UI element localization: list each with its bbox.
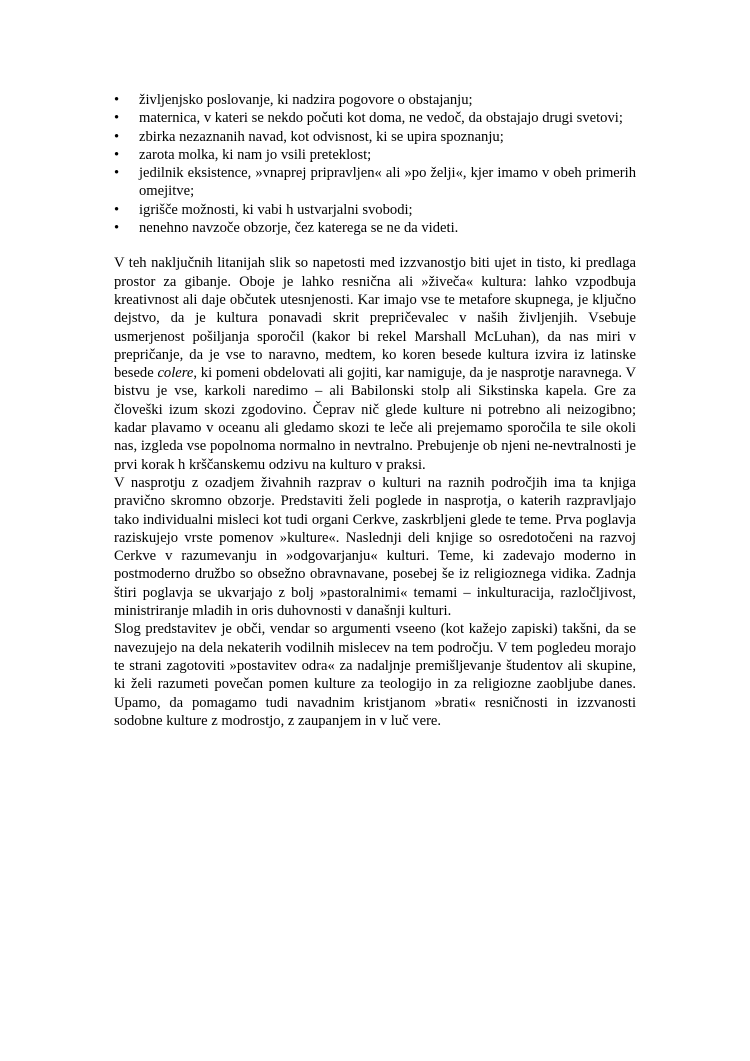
paragraph-litanies (114, 254, 636, 474)
list-item (114, 146, 636, 164)
paragraph-style: Slog predstavitev je obči, vendar so argumenti vseeno (kot kažejo zapiski) takšni, da se navezujejo na dela nekaterih vodilnih mislecev na tem področju. V tem pogledeu morajo te strani zagotoviti »postavitev odra« za nadaljnje premišljevanje študentov ali skupine, ki želi razumeti povečan pomen kulture za teologijo in za religiozne zaobljube danes. Upamo, da pomagamo tudi navadnim kristjanom »brati« resničnosti in izzvanosti sodobne kulture z modrostjo, z zaupanjem in v luč vere. (114, 621, 636, 729)
latin-term: colere (157, 365, 194, 382)
list-item-text: zbirka nezaznanih navad, kot odvisnost, ki se upira spoznanju; (139, 128, 504, 145)
list-item (114, 201, 636, 219)
bullet-list (114, 91, 636, 237)
bullet-icon: • (114, 165, 120, 182)
list-item-text: maternica, v kateri se nekdo počuti kot doma, ne vedoč, da obstajajo drugi svetovi; (139, 110, 623, 127)
bullet-icon: • (114, 146, 120, 163)
bullet-icon: • (114, 110, 120, 127)
list-item (114, 164, 636, 201)
document-body (114, 91, 636, 730)
list-item (114, 91, 636, 109)
list-item-text: zarota molka, ki nam jo vsili preteklost; (139, 146, 372, 163)
paragraph-text: , ki pomeni obdelovati ali gojiti, kar namiguje, da je nasprotje naravnega. V bistvu je vse, karkoli naredimo – ali Babilonski stolp ali Sikstinska kapela. Gre za človeški izum skozi zgodovino. Čeprav nič glede kulture ni potrebno ali neizogibno; kadar plavamo v oceanu ali gledamo skozi te leče ali prejemamo sporočila te sile okoli nas, izgleda vse popolnoma normalno in nevtralno. Prebujenje ob njeni ne-nevtralnosti je prvi korak h krščanskemu odzivu na kulturo v praksi. (114, 365, 636, 473)
bullet-icon: • (114, 92, 120, 108)
paragraph-book-scope: V nasprotju z ozadjem živahnih razprav o kulturi na raznih področjih ima ta knjiga pravično skromno obzorje. Predstaviti želi poglede in nasprotja, o katerih razpravljajo tako individualni misleci kot tudi organi Cerkve, zaskrbljeni glede te teme. Prva poglavja raziskujejo vrste pomenov »kulture«. Naslednji deli knjige so osredotočeni na razvoj Cerkve v razumevanju in »odgovarjanju« kulturi. Teme, ki zadevajo moderno in postmoderno družbo so obsežno obravnavane, posebej še iz religioznega vidika. Zadnja štiri poglavja se ukvarjajo z bolj »pastoralnimi« temami – inkulturacija, razločljivost, ministriranje mladih in oris duhovnosti v današnji kulturi. (114, 474, 636, 620)
list-item (114, 219, 636, 237)
bullet-icon: • (114, 201, 120, 218)
bullet-icon: • (114, 128, 120, 145)
list-item-text: nenehno navzoče obzorje, čez katerega se ne da videti. (139, 220, 459, 237)
list-item-text: življenjsko poslovanje, ki nadzira pogovore o obstajanju; (139, 92, 473, 108)
paragraph-spacer (114, 237, 636, 254)
list-item (114, 109, 636, 127)
list-item (114, 128, 636, 146)
paragraph-text: V teh naključnih litanijah slik so napetosti med izzvanostjo biti ujet in tisto, ki predlaga prostor za gibanje. Oboje je lahko resnična ali »živeča« kultura: lahko vzpodbuja kreativnost ali daje občutek utesnjenosti. Kar imajo vse te metafore skupnega, je ključno dejstvo, da je kultura ponavadi skrit prepričevalec v naših življenjih. Vsebuje usmerjenost pošiljanja sporočil (kakor bi rekel Marshall McLuhan), da nas miri v prepričanje, da je vse to naravno, medtem, ko koren besede kultura izvira iz latinske besede (114, 255, 636, 382)
bullet-icon: • (114, 220, 120, 237)
list-item-text: jedilnik eksistence, »vnaprej pripravljen« ali »po želji«, kjer imamo v obeh primerih omejitve; (139, 165, 636, 200)
list-item-text: igrišče možnosti, ki vabi h ustvarjalni svobodi; (139, 201, 413, 218)
